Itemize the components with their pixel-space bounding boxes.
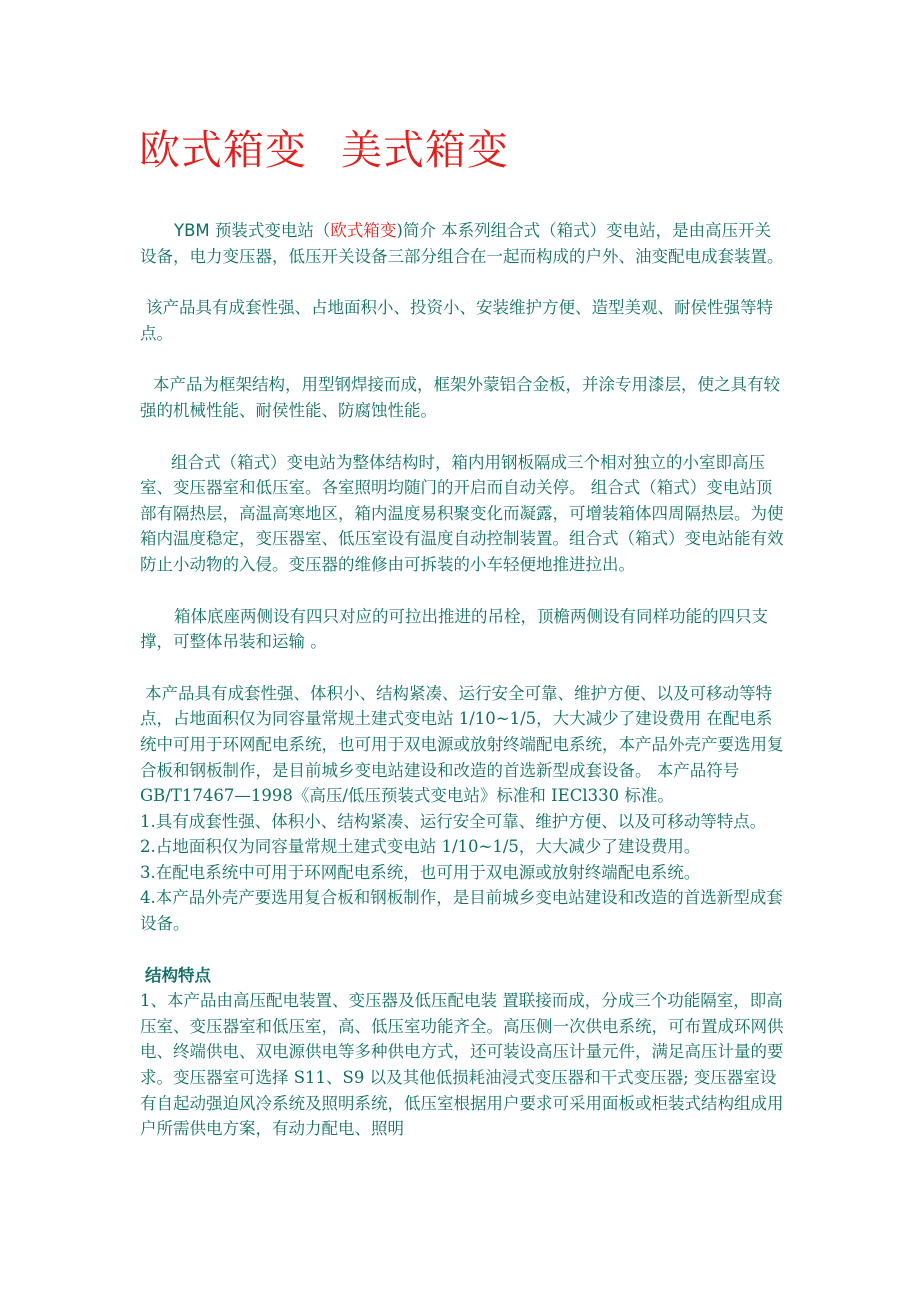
list-item: 4.本产品外壳产要选用复合板和钢板制作，是目前城乡变电站建设和改造的首选新型成套设备。 [140,888,783,934]
document-body [140,218,786,1142]
list-item: 2.占地面积仅为同容量常规土建式变电站 1/10~1/5，大大减少了建设费用。 [140,837,701,857]
title-part-american: 美式箱变 [341,126,509,174]
title-part-european: 欧式箱变 [139,126,307,174]
summary-paragraph: 本产品具有成套性强、体积小、结构紧凑、运行安全可靠、维护方便、以及可移动等特点，占地面积仅为同容量常规土建式变电站 1/10~1/5，大大减少了建设费用 在配电系统中可用于环网配电系统，也可用于双电源或放射终端配电系统，本产品外壳产要选用复合板和钢板制作，是目前城乡变电站建设和改造的首选新型成套设备。 本产品符号 GB/T17467—1998《高压/低压预装式变电站》标准和 IECl330 标准。 [140,683,784,806]
list-item: 3.在配电系统中可用于环网配电系统，也可用于双电源或放射终端配电系统。 [140,862,701,882]
intro-prefix: YBM 预装式变电站（ [174,221,331,240]
frame-paragraph: 本产品为框架结构，用型钢焊接而成，框架外蒙铝合金板，并涂专用漆层，使之具有较强的机械性能、耐侯性能、防腐蚀性能。 [140,375,780,420]
intro-highlight: 欧式箱变 [330,221,397,240]
list-item: 1.具有成套性强、体积小、结构紧凑、运行安全可靠、维护方便、以及可移动等特点。 [140,811,767,831]
base-paragraph: 箱体底座两侧设有四只对应的可拉出推进的吊栓，顶檐两侧设有同样功能的四只支撑，可整体吊装和运输 。 [140,606,768,652]
features-paragraph: 该产品具有成套性强、占地面积小、投资小、安装维护方便、造型美观、耐侯性强等特点。 [140,298,773,343]
section-heading: 结构特点 [145,965,211,985]
intro-paragraph [140,218,786,269]
structure-paragraph: 组合式（箱式）变电站为整体结构时，箱内用钢板隔成三个相对独立的小室即高压室、变压器室和低压室。各室照明均随门的开启而自动关停。 组合式（箱式）变电站顶部有隔热层，高温高寒地区，箱内温度易积聚变化而凝露，可增装箱体四周隔热层。为使箱内温度稳定，变压器室、低压室设有温度自动控制装置。组合式（箱式）变电站能有效防止小动物的入侵。变压器的维修由可拆装的小车轻便地推进拉出。 [140,452,784,574]
page-title [139,122,509,178]
intro-suffix: )简介 本系列组合式（箱式）变电站，是由高压开关设备，电力变压器，低压开关设备三部分组合在一起而构成的户外、油变配电成套装置。 [140,221,784,266]
section-paragraph: 1、本产品由高压配电装置、变压器及低压配电装 置联接而成，分成三个功能隔室，即高压室、变压器室和低压室，高、低压室功能齐全。高压侧一次供电系统，可布置成环网供电、终端供电、双电源供电等多种供电方式，还可装设高压计量元件，满足高压计量的要求。变压器室可选择 S11、S9 以及其他低损耗油浸式变压器和干式变压器; 变压器室设有自起动强迫风冷系统及照明系统，低压室根据用户要求可采用面板或柜装式结构组成用户所需供电方案，有动力配电、照明 [140,991,784,1139]
